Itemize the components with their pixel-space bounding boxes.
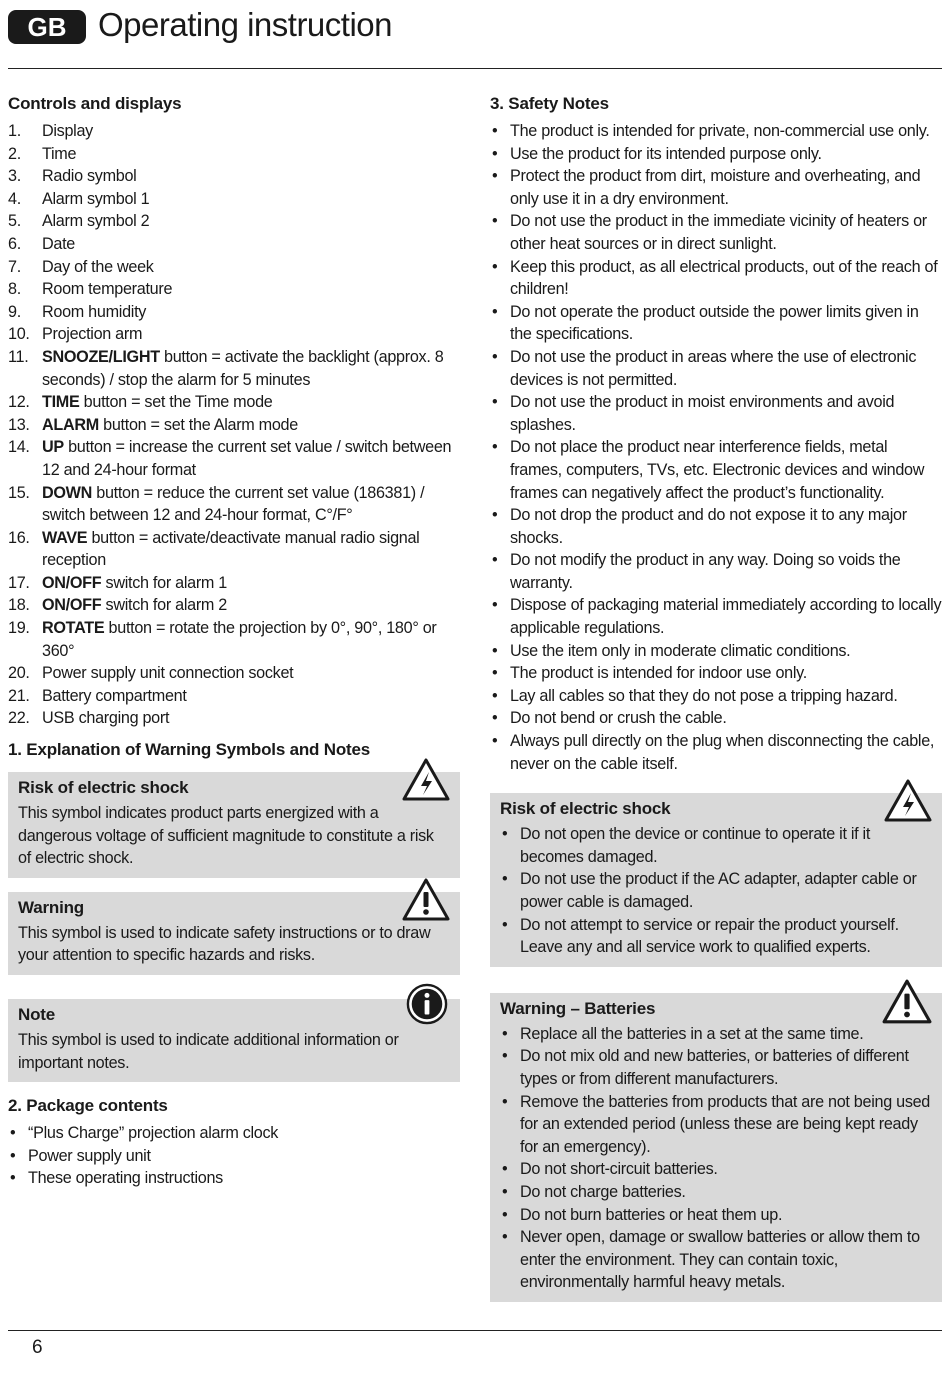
item-text: Day of the week [42,257,154,276]
controls-heading: Controls and displays [8,94,182,113]
list-item: • Do not modify the product in any way. Doing so voids the warranty. [490,549,942,594]
page-title: Operating instruction [98,6,392,43]
item-number: 20. [8,664,30,683]
list-item [8,346,460,391]
box-title: Note [18,1005,55,1024]
list-item [8,414,460,437]
item-number: 3. [8,167,21,186]
list-item [8,527,460,572]
list-item: • Protect the product from dirt, moisture and overheating, and only use it in a dry environment. [490,165,942,210]
list-item: • Do not attempt to service or repair the product yourself. Leave any and all service work to qualified experts. [500,914,932,959]
page-number: 6 [32,1337,43,1358]
list-item: • The product is intended for private, non-commercial use only. [490,120,942,143]
item-keyword: SNOOZE/LIGHT [42,347,160,366]
list-item: • Do not use the product in areas where the use of electronic devices is not permitted. [490,346,942,391]
batteries-box [490,993,942,1302]
item-number: 10. [8,325,30,344]
item-number: 11. [8,347,29,366]
electric-shock-box [490,793,942,967]
item-text: Display [42,122,93,140]
warning-symbol-box [8,892,460,975]
item-text: Projection arm [42,325,143,344]
box-title: Risk of electric shock [500,799,671,819]
item-number: 12. [8,393,30,412]
shock-symbol-box [8,772,460,878]
item-text: Power supply unit connection socket [42,664,294,683]
note-symbol-box [8,999,460,1082]
item-number: 14. [8,438,30,457]
list-item [8,233,460,256]
box-title: Risk of electric shock [18,778,189,798]
item-text: Room humidity [42,302,147,321]
item-text: Date [42,234,75,253]
list-item: • Replace all the batteries in a set at the same time. [500,1023,932,1046]
left-column [8,94,460,1190]
list-item [8,143,460,166]
item-text: Battery compartment [42,686,187,705]
list-item: • Do not mix old and new batteries, or batteries of different types or from different manufacturers. [500,1045,932,1090]
item-number: 2. [8,144,21,163]
package-list [8,1122,460,1190]
item-number: 8. [8,280,21,299]
safety-heading: 3. Safety Notes [490,94,609,113]
language-badge: GB [8,10,86,44]
list-item [8,301,460,324]
list-item: • The product is intended for indoor use only. [490,662,942,685]
list-item: • Always pull directly on the plug when disconnecting the cable, never on the cable itself. [490,730,942,775]
list-item: • Use the item only in moderate climatic conditions. [490,640,942,663]
item-text: button = activate/deactivate manual radio signal reception [42,528,420,570]
controls-list [8,120,460,730]
item-text: button = increase the current set value / switch between 12 and 24-hour format [42,438,452,479]
list-item [8,278,460,301]
safety-list [490,120,942,775]
item-keyword: ROTATE [42,619,105,638]
list-item [8,165,460,188]
high-voltage-icon [884,779,932,823]
box-text: This symbol indicates product parts energized with a dangerous voltage of sufficient magnitude to constitute a risk of electric shock. [18,804,434,868]
item-text: USB charging port [42,709,170,728]
list-item: • Do not short-circuit batteries. [500,1158,932,1181]
item-text: button = set the Alarm mode [98,415,298,434]
list-item [8,210,460,233]
list-item: • Keep this product, as all electrical products, out of the reach of children! [490,256,942,301]
list-item [8,685,460,708]
list-item: • Power supply unit [8,1145,460,1168]
list-item [8,391,460,414]
item-keyword: TIME [42,393,80,412]
warning-icon [882,979,932,1025]
item-text: Radio symbol [42,167,137,186]
high-voltage-icon [402,758,450,802]
list-item: • These operating instructions [8,1167,460,1190]
item-number: 6. [8,234,21,253]
item-number: 4. [8,189,21,208]
right-column [490,94,942,1302]
list-item [8,594,460,617]
list-item: • Use the product for its intended purpose only. [490,143,942,166]
warning-icon [402,878,450,922]
list-item [8,323,460,346]
list-item: • Do not drop the product and do not expose it to any major shocks. [490,504,942,549]
item-text: button = reduce the current set value (186381) / switch between 12 and 24-hour format, C°/F° [42,483,425,525]
item-number: 1. [8,122,21,140]
box-text: This symbol is used to indicate additional information or important notes. [18,1031,399,1072]
info-icon [406,983,448,1025]
shock-list [500,823,932,959]
list-item [8,436,460,481]
list-item: • Do not operate the product outside the power limits given in the specifications. [490,301,942,346]
box-text: This symbol is used to indicate safety instructions or to draw your attention to specific hazards and risks. [18,923,431,965]
item-keyword: WAVE [42,528,88,547]
list-item: • Do not burn batteries or heat them up. [500,1204,932,1227]
list-item: • Do not place the product near interference fields, metal frames, computers, TVs, etc. Electronic devices and window frames can negatively affect the product’s functionality. [490,436,942,504]
box-title: Warning [18,897,84,917]
item-keyword: DOWN [42,483,93,502]
list-item [8,572,460,595]
item-number: 17. [8,573,30,592]
item-number: 13. [8,415,30,434]
warnings-heading: 1. Explanation of Warning Symbols and Notes [8,740,370,760]
list-item [8,120,460,143]
batteries-list [500,1023,932,1294]
item-text: button = activate the backlight (approx. 8 seconds) / stop the alarm for 5 minutes [42,347,444,389]
list-item: • Do not use the product in the immediate vicinity of heaters or other heat sources or in direct sunlight. [490,210,942,255]
package-heading: 2. Package contents [8,1096,168,1116]
item-number: 18. [8,596,30,615]
item-number: 21. [8,686,30,705]
list-item: • Dispose of packaging material immediately according to locally applicable regulations. [490,594,942,639]
list-item: • Remove the batteries from products that are not being used for an extended period (unless these are being kept ready for an emergency). [500,1091,932,1159]
item-number: 16. [8,528,30,547]
item-number: 22. [8,709,30,728]
list-item: • “Plus Charge” projection alarm clock [8,1122,460,1145]
item-keyword: ALARM [42,415,99,434]
list-item: • Never open, damage or swallow batteries or allow them to enter the environment. They can contain toxic, environmentally harmful heavy metals. [500,1226,932,1294]
item-text: Alarm symbol 1 [42,189,150,208]
item-text: Room temperature [42,280,173,299]
list-item: • Do not open the device or continue to operate it if it becomes damaged. [500,823,932,868]
item-text: switch for alarm 2 [101,596,227,615]
list-item [8,256,460,279]
box-title: Warning – Batteries [500,998,656,1018]
item-number: 5. [8,212,21,231]
list-item [8,617,460,662]
item-number: 7. [8,257,21,276]
page-header [8,8,942,69]
list-item [8,188,460,211]
item-keyword: ON/OFF [42,596,102,615]
list-item [8,482,460,527]
item-number: 9. [8,302,21,321]
item-number: 19. [8,619,30,638]
item-text: Time [42,144,77,163]
list-item: • Do not bend or crush the cable. [490,707,942,730]
item-keyword: UP [42,438,64,457]
item-number: 15. [8,483,30,502]
list-item [8,707,460,730]
list-item: • Lay all cables so that they do not pose a tripping hazard. [490,685,942,708]
item-text: button = rotate the projection by 0°, 90°, 180° or 360° [42,619,437,660]
list-item [8,662,460,685]
footer-divider [8,1330,942,1331]
list-item: • Do not charge batteries. [500,1181,932,1204]
item-keyword: ON/OFF [42,573,102,592]
item-text: button = set the Time mode [79,393,273,412]
item-text: Alarm symbol 2 [42,212,150,231]
list-item: • Do not use the product in moist environments and avoid splashes. [490,391,942,436]
list-item: • Do not use the product if the AC adapter, adapter cable or power cable is damaged. [500,868,932,913]
item-text: switch for alarm 1 [101,573,227,592]
